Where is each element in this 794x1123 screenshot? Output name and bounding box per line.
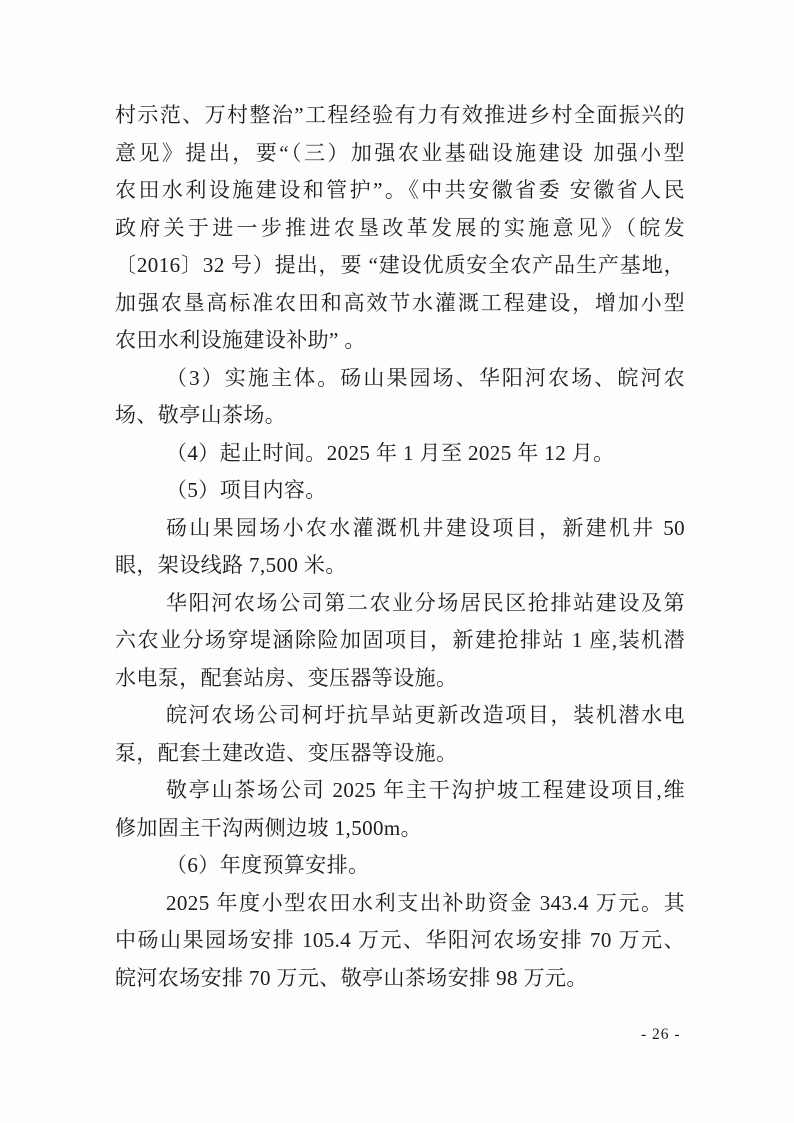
text-line: 加强农垦高标准农田和高效节水灌溉工程建设，增加小型 [115, 290, 685, 315]
text-line: （4）起止时间。2025 年 1 月至 2025 年 12 月。 [166, 440, 615, 465]
text-line: 农田水利设施建设补助” 。 [115, 328, 366, 352]
text-line: 皖河农场公司柯圩抗旱站更新改造项目，装机潜水电 [166, 703, 685, 727]
text-line: 砀山果园场小农水灌溉机井建设项目，新建机井 50 [166, 515, 685, 540]
text-line: 场、敬亭山茶场。 [115, 403, 287, 427]
text-line: 意见》提出，要“（三）加强农业基础设施建设 加强小型 [115, 140, 685, 165]
text-line: 水电泵，配套站房、变压器等设施。 [115, 665, 458, 690]
text-line: 皖河农场安排 70 万元、敬亭山茶场安排 98 万元。 [115, 965, 588, 990]
text-line: 〔2016〕32 号）提出，要 “建设优质安全农产品生产基地， [115, 253, 685, 277]
text-line: 眼，架设线路 7,500 米。 [115, 553, 347, 577]
text-line: 政府关于进一步推进农垦改革发展的实施意见》（皖发 [115, 215, 685, 240]
text-line: 六农业分场穿堤涵除险加固项目，新建抢排站 1 座,装机潜 [115, 628, 685, 652]
text-line: 敬亭山茶场公司 2025 年主干沟护坡工程建设项目,维 [166, 778, 685, 802]
page-number: - 26 - [641, 1026, 681, 1043]
text-line: 村示范、万村整治”工程经验有力有效推进乡村全面振兴的 [115, 103, 685, 127]
text-line: 修加固主干沟两侧边坡 1,500m。 [115, 815, 423, 840]
body-text [115, 97, 685, 997]
text-line: （3）实施主体。砀山果园场、华阳河农场、皖河农 [166, 365, 685, 390]
text-line: 农田水利设施建设和管护”。《中共安徽省委 安徽省人民 [115, 178, 685, 202]
text-line: 泵，配套土建改造、变压器等设施。 [115, 740, 458, 765]
text-line: 华阳河农场公司第二农业分场居民区抢排站建设及第 [166, 590, 685, 615]
text-line: 中砀山果园场安排 105.4 万元、华阳河农场安排 70 万元、 [115, 928, 685, 952]
text-line: 2025 年度小型农田水利支出补助资金 343.4 万元。其 [166, 890, 685, 915]
text-line: （5）项目内容。 [166, 478, 327, 502]
text-line: （6）年度预算安排。 [166, 853, 370, 877]
